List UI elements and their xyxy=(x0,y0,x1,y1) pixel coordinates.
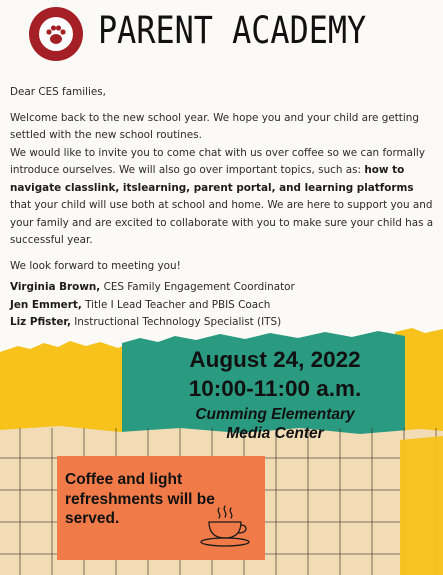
paragraph-2-end: that your child will use both at school and home. We are here to support you and your family and are excited to collaborate with you to make sure your child has a successful year. xyxy=(10,199,434,246)
coffee-notice xyxy=(57,456,265,560)
event-venue-line1: Cumming Elementary xyxy=(195,406,355,423)
staff-line xyxy=(10,297,436,315)
closing: We look forward to meeting you! xyxy=(10,259,181,272)
event-details xyxy=(150,345,400,443)
event-date: August 24, 2022 xyxy=(189,347,361,372)
staff-role: CES Family Engagement Coordinator xyxy=(100,281,295,293)
letter-body xyxy=(10,84,436,332)
event-venue-line2: Media Center xyxy=(226,425,324,442)
staff-name: Liz Pfister, xyxy=(10,316,71,328)
paragraph-2 xyxy=(10,145,436,250)
coffee-text: Coffee and light refreshments will be served. xyxy=(65,471,215,527)
staff-role: Title I Lead Teacher and PBIS Coach xyxy=(81,298,271,311)
paragraph-2-bold: how to navigate classlink, itslearning, parent portal, and learning platforms xyxy=(10,164,414,194)
staff-role: Instructional Technology Specialist (ITS) xyxy=(70,316,282,328)
greeting: Dear CES families, xyxy=(10,86,106,98)
yellow-right-overlay xyxy=(400,436,443,575)
coffee-cup-icon xyxy=(197,504,253,550)
staff-name: Virginia Brown, xyxy=(10,281,101,293)
school-logo xyxy=(28,6,84,62)
staff-line xyxy=(10,279,436,297)
staff-line xyxy=(10,314,436,332)
staff-name: Jen Emmert, xyxy=(10,298,82,311)
paragraph-1: Welcome back to the new school year. We hope you and your child are getting settled with the new school routines. xyxy=(10,111,419,141)
paragraph-2-start: We would like to invite you to come chat with us over coffee so we can formally introduce ourselves. We will also go over important topics, such as: xyxy=(10,146,425,176)
page-title: PARENT ACADEMY xyxy=(98,9,367,52)
event-time: 10:00-11:00 a.m. xyxy=(188,376,362,401)
